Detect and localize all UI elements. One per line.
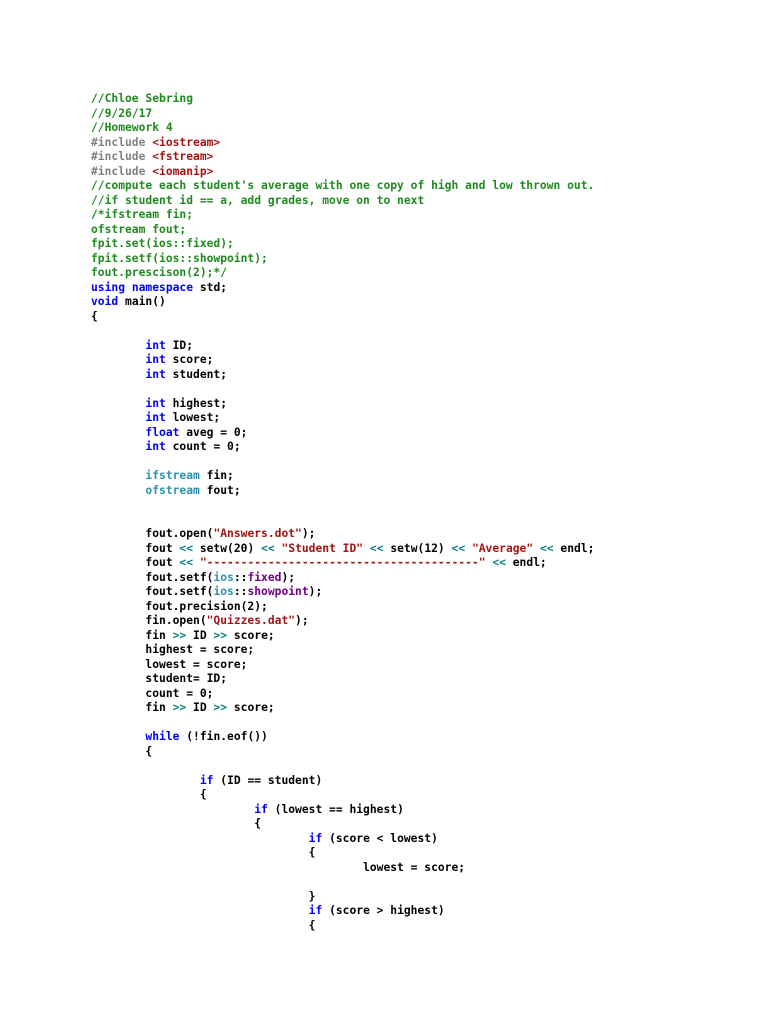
code-token: );: [281, 570, 296, 584]
code-line: [91, 672, 594, 687]
code-line: [91, 136, 594, 151]
code-token: {: [91, 744, 153, 758]
code-line: [91, 397, 594, 412]
code-token: {: [91, 788, 207, 801]
code-token: (ID == student): [213, 773, 323, 787]
code-line: [91, 150, 594, 165]
code-token: (score > highest): [322, 904, 445, 917]
code-line: [91, 614, 594, 629]
code-token: student= ID;: [91, 672, 228, 685]
code-token: score;: [227, 628, 275, 642]
code-token: if: [308, 904, 323, 917]
code-token: {: [91, 846, 316, 859]
code-token: ID;: [165, 338, 194, 352]
code-line: [91, 281, 594, 296]
code-token: <iostream>: [152, 135, 221, 149]
code-line: [91, 759, 594, 774]
code-token: fpit.set(ios::fixed);: [91, 237, 234, 250]
code-token: }: [91, 889, 316, 903]
code-line: [91, 716, 594, 731]
code-token: fin.open(: [91, 614, 207, 627]
code-token: //if student id == a, add grades, move on to next: [91, 193, 425, 207]
code-token: fout.setf(: [91, 585, 214, 598]
code-token: [91, 397, 145, 410]
code-token: fout: [91, 541, 180, 555]
code-line: [91, 324, 594, 339]
code-token: [91, 353, 145, 366]
code-line: [91, 368, 594, 383]
code-token: fout: [91, 556, 180, 569]
code-token: <<: [451, 541, 466, 555]
code-token: [465, 542, 472, 555]
code-token: student;: [165, 367, 228, 381]
code-line: [91, 295, 594, 310]
code-token: [91, 484, 145, 497]
code-token: );: [295, 614, 309, 627]
code-token: highest;: [165, 396, 228, 410]
code-token: {: [91, 918, 316, 932]
code-token: <iomanip>: [152, 164, 214, 178]
code-line: [91, 788, 594, 803]
code-line: [91, 179, 594, 194]
code-token: fin;: [199, 469, 234, 482]
code-token: while: [145, 730, 180, 743]
code-token: fout.open(: [91, 527, 214, 540]
code-token: if: [254, 802, 268, 816]
code-token: //9/26/17: [91, 106, 153, 120]
code-token: std;: [193, 280, 228, 294]
code-token: ios: [213, 585, 234, 598]
code-token: using: [91, 280, 126, 294]
code-token: ifstream: [145, 469, 200, 482]
code-token: [91, 411, 145, 424]
code-token: ofstream: [145, 483, 200, 497]
code-token: <<: [369, 541, 384, 555]
code-line: [91, 745, 594, 760]
code-token: #include: [91, 150, 153, 163]
code-line: [91, 817, 594, 832]
code-token: (score < lowest): [322, 831, 438, 845]
code-token: if: [308, 831, 323, 845]
code-token: void: [91, 295, 119, 308]
code-token: if: [199, 773, 214, 787]
code-token: score;: [165, 353, 214, 366]
code-line: [91, 92, 594, 107]
code-token: "Quizzes.dat": [206, 614, 296, 627]
code-line: [91, 484, 594, 499]
code-token: [91, 339, 145, 352]
code-token: "Student ID": [281, 541, 364, 555]
code-token: <<: [261, 541, 275, 555]
code-token: ::: [233, 585, 248, 598]
code-token: setw(12): [383, 541, 452, 555]
code-line: [91, 890, 594, 905]
code-token: main(): [118, 295, 166, 308]
code-line: [91, 382, 594, 397]
code-token: fout.setf(: [91, 570, 214, 584]
code-token: #include: [91, 135, 153, 149]
code-token: [91, 904, 309, 917]
code-token: fpit.setf(ios::showpoint);: [91, 251, 268, 265]
code-token: {: [91, 817, 262, 830]
code-line: [91, 875, 594, 890]
code-token: [193, 556, 200, 569]
code-token: {: [91, 309, 98, 323]
code-line: [91, 542, 594, 557]
code-token: count = 0;: [91, 686, 214, 700]
code-line: [91, 701, 594, 716]
code-line: [91, 498, 594, 513]
code-token: setw(20): [193, 541, 262, 555]
code-line: [91, 571, 594, 586]
code-line: [91, 832, 594, 847]
code-token: int: [145, 411, 166, 424]
code-token: //compute each student's average with one copy of high and low thrown out.: [91, 179, 595, 192]
code-token: fout.precision(2);: [91, 599, 268, 613]
code-line: [91, 658, 594, 673]
code-token: [91, 832, 309, 845]
code-line: [91, 629, 594, 644]
code-line: [91, 730, 594, 745]
code-token: #include: [91, 164, 153, 178]
code-line: [91, 165, 594, 180]
code-line: [91, 469, 594, 484]
code-line: [91, 861, 594, 876]
code-token: );: [301, 527, 316, 540]
code-line: [91, 600, 594, 615]
code-token: <<: [539, 541, 554, 555]
code-token: fixed: [247, 570, 282, 584]
code-line: [91, 266, 594, 281]
code-line: [91, 252, 594, 267]
code-token: lowest;: [165, 411, 221, 424]
code-token: >>: [172, 628, 187, 642]
code-token: (lowest == highest): [267, 802, 404, 816]
code-line: [91, 107, 594, 122]
code-line: [91, 774, 594, 789]
code-token: highest = score;: [91, 643, 255, 656]
code-token: >>: [213, 628, 228, 642]
code-token: <<: [179, 556, 194, 569]
code-line: [91, 513, 594, 528]
code-line: [91, 237, 594, 252]
code-line: [91, 353, 594, 368]
code-token: /*ifstream fin;: [91, 208, 194, 221]
code-token: int: [145, 367, 166, 381]
code-line: [91, 846, 594, 861]
code-token: fin: [91, 628, 173, 642]
code-line: [91, 687, 594, 702]
code-token: float: [145, 425, 180, 439]
code-token: [91, 426, 145, 439]
code-token: (!fin.eof()): [179, 730, 268, 743]
code-token: ID: [186, 628, 214, 642]
code-token: //Chloe Sebring: [91, 92, 194, 105]
code-token: <fstream>: [152, 150, 214, 163]
code-token: [91, 774, 200, 787]
code-line: [91, 455, 594, 470]
code-token: fin: [91, 701, 173, 714]
code-token: score;: [227, 701, 275, 714]
code-line: [91, 585, 594, 600]
code-token: [91, 469, 145, 482]
code-token: "----------------------------------------": [199, 556, 486, 569]
code-line: [91, 121, 594, 136]
code-token: showpoint: [247, 585, 309, 598]
code-token: [363, 542, 370, 555]
code-line: [91, 208, 594, 223]
code-token: endl;: [553, 541, 595, 555]
code-token: aveg = 0;: [179, 425, 248, 439]
code-token: int: [145, 396, 166, 410]
code-line: [91, 426, 594, 441]
code-token: endl;: [505, 556, 547, 569]
code-token: //Homework 4: [91, 121, 173, 134]
code-line: [91, 411, 594, 426]
code-line: [91, 527, 594, 542]
code-line: [91, 223, 594, 238]
code-token: [91, 730, 145, 743]
code-token: [125, 281, 132, 294]
code-token: [533, 542, 540, 555]
code-line: [91, 556, 594, 571]
code-line: [91, 919, 594, 934]
code-line: [91, 194, 594, 209]
code-line: [91, 803, 594, 818]
code-token: ofstream fout;: [91, 222, 187, 236]
code-token: fout;: [199, 483, 241, 497]
code-token: >>: [213, 701, 228, 714]
code-listing: [91, 92, 594, 933]
code-token: ::: [233, 570, 248, 584]
code-token: fout.prescison(2);*/: [91, 266, 228, 279]
code-line: [91, 904, 594, 919]
code-token: <<: [179, 541, 194, 555]
code-token: ID: [186, 701, 214, 714]
code-token: lowest = score;: [91, 860, 466, 874]
code-token: ios: [213, 570, 234, 584]
code-token: count = 0;: [165, 440, 241, 453]
code-token: );: [308, 585, 323, 598]
code-token: int: [145, 353, 166, 366]
code-token: [91, 440, 145, 453]
code-token: namespace: [131, 280, 194, 294]
code-token: [91, 368, 145, 381]
code-token: lowest = score;: [91, 657, 248, 671]
code-token: <<: [492, 556, 506, 569]
code-token: "Average": [471, 541, 534, 555]
code-token: int: [145, 338, 166, 352]
code-line: [91, 643, 594, 658]
code-line: [91, 440, 594, 455]
code-token: int: [145, 440, 166, 453]
code-line: [91, 310, 594, 325]
code-token: "Answers.dot": [213, 527, 302, 540]
code-token: [91, 803, 254, 816]
code-token: >>: [172, 701, 187, 714]
code-line: [91, 339, 594, 354]
